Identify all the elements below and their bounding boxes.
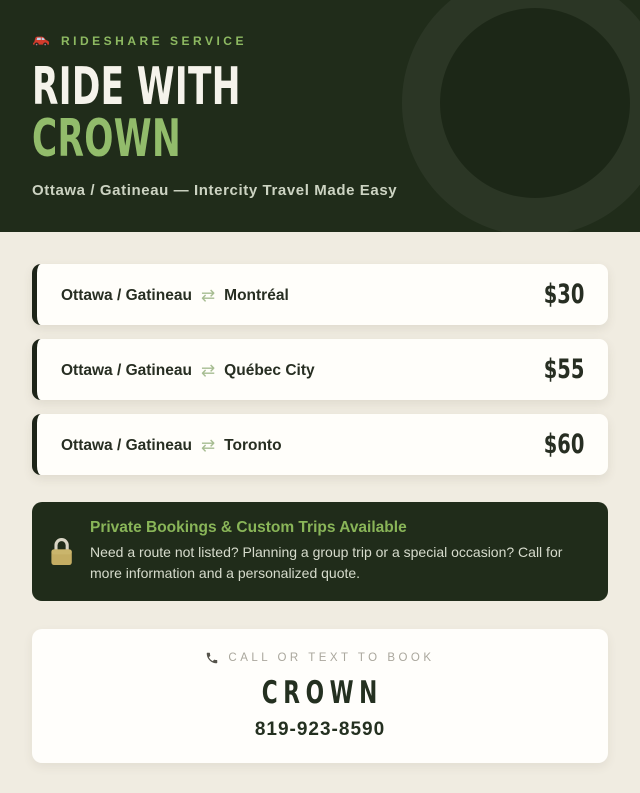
route-origin: Ottawa / Gatineau — [61, 361, 192, 379]
two-way-arrow-icon: ⇄ — [200, 360, 216, 381]
route-origin: Ottawa / Gatineau — [61, 286, 192, 304]
route-origin: Ottawa / Gatineau — [61, 436, 192, 454]
route-card-montreal — [32, 264, 608, 325]
phone-icon — [205, 651, 219, 665]
contact-label-row — [205, 651, 434, 665]
route-label — [61, 360, 315, 380]
route-card-toronto — [32, 414, 608, 475]
phone-number: 819-923-8590 — [254, 719, 386, 740]
banner-title: Private Bookings & Custom Trips Available — [90, 519, 407, 536]
two-way-arrow-icon: ⇄ — [200, 435, 216, 456]
route-price: $60 — [543, 429, 584, 460]
contact-label: CALL OR TEXT TO BOOK — [228, 652, 435, 664]
route-destination: Québec City — [224, 361, 315, 379]
contact-card — [32, 629, 608, 763]
route-card-quebec-city — [32, 339, 608, 400]
brand-name: CROWN — [262, 675, 384, 711]
main-content — [0, 232, 640, 763]
badge-label: RIDESHARE SERVICE — [61, 34, 247, 48]
route-price: $55 — [543, 354, 584, 385]
lock-icon — [32, 536, 90, 567]
two-way-arrow-icon: ⇄ — [200, 285, 216, 306]
title-line-1: RIDE WITH — [32, 57, 241, 117]
title-line-2: CROWN — [32, 109, 182, 169]
hero-title — [32, 57, 608, 169]
hero-header — [0, 0, 640, 232]
route-price: $30 — [543, 279, 584, 310]
private-bookings-banner — [32, 502, 608, 601]
route-destination: Toronto — [224, 436, 282, 454]
service-badge — [32, 34, 608, 48]
route-label — [61, 435, 282, 455]
banner-text — [90, 519, 586, 584]
route-label — [61, 285, 289, 305]
hero-subtitle: Ottawa / Gatineau — Intercity Travel Made Easy — [32, 182, 398, 199]
car-icon — [32, 34, 50, 48]
banner-body: Need a route not listed? Planning a group trip or a special occasion? Call for more information and a personalized quote. — [90, 544, 563, 581]
route-destination: Montréal — [224, 286, 289, 304]
